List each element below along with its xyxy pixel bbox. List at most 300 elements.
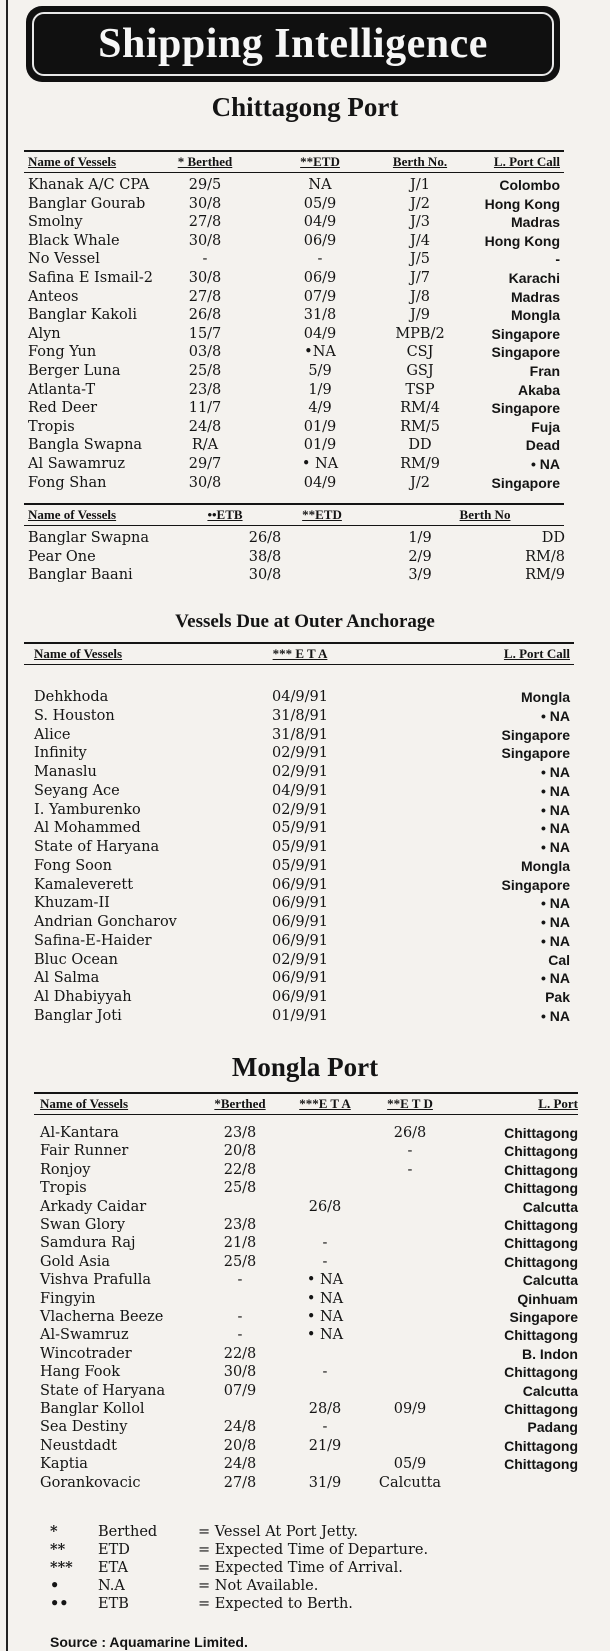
mongla-cell: • NA xyxy=(306,1327,344,1344)
outer-header-col-1: *** E T A xyxy=(272,646,328,661)
outer-row xyxy=(0,782,610,800)
chittagong-cell: Alyn xyxy=(28,325,61,342)
mongla-cell: Swan Glory xyxy=(40,1217,126,1233)
outer-cell: 05/9/91 xyxy=(272,857,328,874)
chittagong-heading: Chittagong Port xyxy=(211,92,399,122)
outer-cell: S. Houston xyxy=(34,707,115,724)
berth-header-col-1: ••ETB xyxy=(207,507,243,522)
mongla-cell: 23/8 xyxy=(223,1125,257,1141)
chittagong-row xyxy=(0,362,610,380)
mongla-cell: - xyxy=(237,1327,243,1344)
mongla-row xyxy=(0,1345,610,1363)
outer-cell: 05/9/91 xyxy=(272,820,328,837)
chittagong-cell: 27/8 xyxy=(188,214,222,231)
mongla-cell: - xyxy=(237,1309,243,1325)
outer-cell: • NA xyxy=(540,970,570,987)
chittagong-cell: 26/8 xyxy=(188,307,222,324)
outer-cell: • NA xyxy=(540,895,570,912)
legend-abbr: ETD xyxy=(98,1542,130,1558)
berth-cell: 1/9 xyxy=(408,530,432,546)
legend-mark: *** xyxy=(50,1559,73,1576)
mongla-cell: Qinhuam xyxy=(517,1290,578,1307)
legend-row xyxy=(0,1523,610,1541)
chittagong-row xyxy=(0,343,610,361)
mongla-row xyxy=(0,1216,610,1234)
outer-row xyxy=(0,763,610,781)
page-title: Shipping Intelligence xyxy=(32,12,554,76)
mongla-row xyxy=(0,1474,610,1492)
mongla-row xyxy=(0,1326,610,1344)
mongla-cell: 31/9 xyxy=(308,1474,342,1491)
legend-meaning: = Vessel At Port Jetty. xyxy=(198,1524,359,1540)
mongla-cell: Al-Swamruz xyxy=(40,1327,129,1344)
outer-cell: • NA xyxy=(540,764,570,780)
berth-cell: 2/9 xyxy=(408,548,432,565)
chittagong-row xyxy=(0,381,610,399)
outer-row xyxy=(0,707,610,725)
mongla-cell: - xyxy=(407,1161,413,1178)
chittagong-cell: •NA xyxy=(304,344,336,361)
mongla-cell: Kaptia xyxy=(40,1456,88,1473)
chittagong-cell: J/3 xyxy=(410,214,430,231)
outer-cell: 06/9/91 xyxy=(272,989,328,1005)
chittagong-cell: 31/8 xyxy=(303,307,337,324)
chittagong-cell: J/9 xyxy=(410,307,430,324)
chittagong-cell: 25/8 xyxy=(188,363,222,379)
outer-cell: Seyang Ace xyxy=(34,782,120,799)
chittagong-cell: Madras xyxy=(510,288,560,305)
legend-mark: * xyxy=(50,1523,58,1540)
chittagong-cell: J/4 xyxy=(410,232,430,249)
berth-cell: 26/8 xyxy=(248,530,282,546)
mongla-cell: Samdura Raj xyxy=(40,1235,136,1252)
legend-row xyxy=(0,1577,610,1595)
mongla-cell: Arkady Caidar xyxy=(40,1198,147,1215)
mongla-cell: Chittagong xyxy=(504,1253,578,1270)
mongla-cell: Chittagong xyxy=(504,1456,578,1473)
chittagong-header-col-1: * Berthed xyxy=(177,154,233,169)
chittagong-cell: Dead xyxy=(525,437,560,454)
mongla-cell: Sea Destiny xyxy=(40,1419,128,1436)
outer-cell: 05/9/91 xyxy=(272,839,328,855)
legend-meaning: = Expected Time of Departure. xyxy=(198,1542,429,1558)
chittagong-cell: DD xyxy=(408,437,432,454)
outer-cell: Dehkhoda xyxy=(34,689,109,705)
outer-cell: • NA xyxy=(540,914,570,930)
chittagong-cell: • NA xyxy=(530,456,560,472)
mongla-cell: 22/8 xyxy=(223,1345,257,1362)
chittagong-cell: 30/8 xyxy=(188,270,222,286)
chittagong-cell: 11/7 xyxy=(188,400,222,417)
chittagong-cell: Singapore xyxy=(491,344,560,361)
outer-cell: Bluc Ocean xyxy=(34,951,118,968)
outer-cell: Kamaleverett xyxy=(34,876,134,893)
outer-cell: • NA xyxy=(540,801,570,818)
mongla-cell: Calcutta xyxy=(522,1272,578,1289)
outer-row xyxy=(0,688,610,706)
mongla-row xyxy=(0,1290,610,1308)
chittagong-cell: Khanak A/C CPA xyxy=(28,177,150,193)
chittagong-cell: Karachi xyxy=(508,270,560,286)
mongla-cell: Gold Asia xyxy=(40,1253,111,1270)
berth-cell: RM/9 xyxy=(525,567,565,584)
chittagong-cell: J/2 xyxy=(410,474,430,491)
mongla-cell: • NA xyxy=(306,1272,344,1289)
chittagong-cell: Black Whale xyxy=(28,232,120,249)
chittagong-cell: 03/8 xyxy=(188,344,222,361)
mongla-cell: Chittagong xyxy=(504,1364,578,1381)
chittagong-header-col-2: **ETD xyxy=(300,154,340,169)
outer-cell: 04/9/91 xyxy=(272,689,328,705)
chittagong-cell: Colombo xyxy=(499,177,560,193)
mongla-cell: - xyxy=(322,1253,328,1270)
outer-cell: Fong Soon xyxy=(34,857,112,874)
outer-cell: • NA xyxy=(540,782,570,799)
table-rule xyxy=(24,150,564,152)
mongla-cell: - xyxy=(407,1143,413,1160)
chittagong-cell: Mongla xyxy=(511,307,560,324)
outer-cell: Al Dhabiyyah xyxy=(34,989,132,1005)
outer-row xyxy=(0,744,610,762)
chittagong-cell: Fuja xyxy=(531,418,560,435)
outer-row xyxy=(0,913,610,931)
chittagong-cell: • NA xyxy=(301,456,339,472)
outer-cell: • NA xyxy=(540,1007,570,1024)
legend-row xyxy=(0,1559,610,1577)
chittagong-cell: Singapore xyxy=(491,400,560,417)
mongla-row xyxy=(0,1437,610,1455)
chittagong-cell: - xyxy=(555,251,560,268)
chittagong-header-col-3: Berth No. xyxy=(392,154,448,169)
chittagong-row xyxy=(0,306,610,324)
chittagong-cell: Fong Yun xyxy=(28,344,97,361)
outer-cell: Mongla xyxy=(521,857,570,874)
outer-cell: Banglar Joti xyxy=(34,1007,122,1024)
mongla-cell: Chittagong xyxy=(504,1401,578,1417)
outer-row xyxy=(0,951,610,969)
mongla-header-col-3: **E T D xyxy=(387,1096,433,1111)
title-banner xyxy=(26,6,560,82)
outer-anchorage-heading: Vessels Due at Outer Anchorage xyxy=(175,611,435,632)
table-rule xyxy=(24,172,564,173)
chittagong-row xyxy=(0,195,610,213)
chittagong-cell: 04/9 xyxy=(303,325,337,342)
berth-cell: DD xyxy=(541,530,565,546)
outer-cell: Singapore xyxy=(501,745,570,762)
mongla-cell: 25/8 xyxy=(223,1180,257,1197)
mongla-row xyxy=(0,1455,610,1473)
outer-cell: 06/9/91 xyxy=(272,895,328,912)
mongla-cell: - xyxy=(322,1419,328,1436)
outer-cell: 06/9/91 xyxy=(272,970,328,987)
mongla-cell: Padang xyxy=(527,1419,578,1436)
chittagong-cell: Madras xyxy=(510,214,560,231)
berth-header-col-2: **ETD xyxy=(302,507,342,522)
mongla-cell: Chittagong xyxy=(504,1437,578,1454)
mongla-cell: Chittagong xyxy=(504,1327,578,1344)
chittagong-cell: 01/9 xyxy=(303,418,337,435)
outer-cell: 02/9/91 xyxy=(272,745,328,762)
chittagong-cell: GSJ xyxy=(406,363,434,379)
mongla-cell: 26/8 xyxy=(308,1198,342,1215)
chittagong-cell: No Vessel xyxy=(28,251,100,268)
mongla-cell: 09/9 xyxy=(393,1401,427,1417)
outer-cell: 06/9/91 xyxy=(272,914,328,930)
chittagong-cell: 30/8 xyxy=(188,232,222,249)
mongla-header-col-0: Name of Vessels xyxy=(40,1096,129,1111)
chittagong-cell: 23/8 xyxy=(188,381,222,398)
chittagong-cell: 24/8 xyxy=(188,418,222,435)
chittagong-cell: Bangla Swapna xyxy=(28,437,143,454)
chittagong-cell: Banglar Gourab xyxy=(28,195,146,212)
chittagong-cell: Akaba xyxy=(517,381,560,398)
berth-row xyxy=(0,529,610,547)
berth-cell: RM/8 xyxy=(525,548,565,565)
mongla-cell: 05/9 xyxy=(393,1456,427,1473)
legend-row xyxy=(0,1541,610,1559)
mongla-row xyxy=(0,1198,610,1216)
mongla-row xyxy=(0,1234,610,1252)
outer-header-col-0: Name of Vessels xyxy=(34,646,123,661)
mongla-row xyxy=(0,1142,610,1160)
mongla-cell: • NA xyxy=(306,1290,344,1307)
chittagong-row xyxy=(0,269,610,287)
mongla-cell: 21/8 xyxy=(223,1235,257,1252)
mongla-cell: Chittagong xyxy=(504,1217,578,1233)
chittagong-cell: 29/7 xyxy=(188,456,222,472)
berth-row xyxy=(0,566,610,584)
legend-abbr: ETB xyxy=(98,1596,129,1612)
mongla-cell: 25/8 xyxy=(223,1253,257,1270)
mongla-cell: Calcutta xyxy=(522,1198,578,1215)
chittagong-cell: MPB/2 xyxy=(395,325,445,342)
chittagong-cell: 07/9 xyxy=(303,288,337,305)
legend-mark: • xyxy=(50,1577,60,1594)
mongla-cell: Chittagong xyxy=(504,1143,578,1160)
mongla-cell: Fingyin xyxy=(40,1290,96,1307)
outer-cell: Singapore xyxy=(501,876,570,893)
legend-mark: ** xyxy=(50,1541,66,1558)
legend-row xyxy=(0,1595,610,1613)
chittagong-row xyxy=(0,232,610,250)
outer-cell: 06/9/91 xyxy=(272,932,328,949)
berth-cell: Banglar Swapna xyxy=(28,530,149,546)
chittagong-cell: Berger Luna xyxy=(28,363,121,379)
legend-abbr: N.A xyxy=(98,1578,125,1594)
mongla-cell: 21/9 xyxy=(308,1437,342,1454)
chittagong-row xyxy=(0,399,610,417)
chittagong-row xyxy=(0,455,610,473)
mongla-cell: Al-Kantara xyxy=(40,1125,119,1141)
outer-cell: Mongla xyxy=(521,689,570,705)
mongla-cell: Calcutta xyxy=(522,1382,578,1399)
mongla-cell: B. Indon xyxy=(522,1345,578,1362)
mongla-cell: 28/8 xyxy=(308,1401,342,1417)
chittagong-row xyxy=(0,250,610,268)
outer-cell: Pak xyxy=(545,989,570,1005)
outer-cell: Infinity xyxy=(34,745,87,762)
table-rule xyxy=(24,642,574,644)
outer-row xyxy=(0,988,610,1006)
berth-cell: Banglar Baani xyxy=(28,567,133,584)
berth-cell: 38/8 xyxy=(248,548,282,565)
chittagong-cell: 01/9 xyxy=(303,437,337,454)
mongla-cell: Singapore xyxy=(509,1309,578,1325)
outer-row xyxy=(0,1007,610,1025)
mongla-heading: Mongla Port xyxy=(231,1052,379,1082)
outer-cell: Cal xyxy=(548,951,570,968)
mongla-cell: Vlacherna Beeze xyxy=(40,1309,164,1325)
outer-cell: 02/9/91 xyxy=(272,951,328,968)
mongla-cell: 20/8 xyxy=(223,1143,257,1160)
chittagong-cell: Al Sawamruz xyxy=(28,456,126,472)
chittagong-cell: R/A xyxy=(191,437,219,454)
chittagong-cell: 29/5 xyxy=(188,177,222,193)
mongla-row xyxy=(0,1124,610,1142)
berth-header-col-0: Name of Vessels xyxy=(28,507,117,522)
outer-cell: Al Mohammed xyxy=(34,820,141,837)
chittagong-cell: Singapore xyxy=(491,474,560,491)
mongla-cell: State of Haryana xyxy=(40,1382,166,1399)
mongla-row xyxy=(0,1418,610,1436)
outer-row xyxy=(0,726,610,744)
chittagong-cell: J/2 xyxy=(410,195,430,212)
outer-cell: 04/9/91 xyxy=(272,782,328,799)
outer-cell: 31/8/91 xyxy=(272,726,328,743)
outer-cell: Safina-E-Haider xyxy=(34,932,152,949)
table-rule xyxy=(24,503,564,505)
mongla-cell: 07/9 xyxy=(223,1382,257,1399)
chittagong-cell: Atlanta-T xyxy=(28,381,96,398)
mongla-row xyxy=(0,1271,610,1289)
chittagong-cell: J/5 xyxy=(410,251,430,268)
chittagong-cell: 15/7 xyxy=(188,325,222,342)
chittagong-cell: Red Deer xyxy=(28,400,98,417)
chittagong-cell: Fran xyxy=(529,363,560,379)
chittagong-cell: Banglar Kakoli xyxy=(28,307,138,324)
mongla-cell: 24/8 xyxy=(223,1419,257,1436)
mongla-cell: 27/8 xyxy=(223,1474,257,1491)
chittagong-cell: Hong Kong xyxy=(484,232,560,249)
berth-cell: 30/8 xyxy=(248,567,282,584)
mongla-cell: 30/8 xyxy=(223,1364,257,1381)
outer-cell: State of Haryana xyxy=(34,839,160,855)
legend-abbr: ETA xyxy=(98,1560,128,1576)
outer-header-col-2: L. Port Call xyxy=(503,646,570,661)
legend-mark: •• xyxy=(50,1595,69,1612)
mongla-row xyxy=(0,1253,610,1271)
outer-cell: Manaslu xyxy=(34,764,97,780)
chittagong-header-col-4: L. Port Call xyxy=(493,154,560,169)
chittagong-cell: RM/9 xyxy=(400,456,440,472)
chittagong-row xyxy=(0,474,610,492)
outer-cell: 02/9/91 xyxy=(272,764,328,780)
chittagong-cell: Safina E Ismail-2 xyxy=(28,270,153,286)
mongla-cell: - xyxy=(322,1364,328,1381)
chittagong-cell: 04/9 xyxy=(303,214,337,231)
chittagong-cell: Fong Shan xyxy=(28,474,107,491)
mongla-cell: Chittagong xyxy=(504,1235,578,1252)
outer-cell: 02/9/91 xyxy=(272,801,328,818)
chittagong-cell: Tropis xyxy=(28,418,75,435)
mongla-cell: Neustdadt xyxy=(40,1437,117,1454)
outer-cell: Andrian Goncharov xyxy=(34,914,177,930)
outer-cell: 06/9/91 xyxy=(272,876,328,893)
chittagong-cell: J/1 xyxy=(410,177,430,193)
chittagong-cell: J/7 xyxy=(410,270,430,286)
chittagong-cell: RM/4 xyxy=(400,400,440,417)
outer-cell: 31/8/91 xyxy=(272,707,328,724)
mongla-cell: 22/8 xyxy=(223,1161,257,1178)
mongla-cell: Vishva Prafulla xyxy=(40,1272,152,1289)
outer-row xyxy=(0,894,610,912)
legend-meaning: = Not Available. xyxy=(198,1578,319,1594)
outer-row xyxy=(0,838,610,856)
mongla-cell: Tropis xyxy=(40,1180,87,1197)
legend-meaning: = Expected to Berth. xyxy=(198,1596,353,1612)
berth-header-col-3: Berth No xyxy=(459,507,511,522)
chittagong-cell: RM/5 xyxy=(400,418,440,435)
outer-cell: Khuzam-II xyxy=(34,895,110,912)
chittagong-cell: 04/9 xyxy=(303,474,337,491)
table-rule xyxy=(24,525,564,526)
outer-row xyxy=(0,801,610,819)
mongla-cell: Fair Runner xyxy=(40,1143,129,1160)
mongla-cell: Wincotrader xyxy=(40,1345,132,1362)
mongla-header-col-1: *Berthed xyxy=(214,1096,266,1111)
mongla-cell: • NA xyxy=(306,1309,344,1325)
legend-meaning: = Expected Time of Arrival. xyxy=(198,1560,403,1576)
mongla-row xyxy=(0,1400,610,1418)
mongla-cell: 26/8 xyxy=(393,1125,427,1141)
outer-row xyxy=(0,876,610,894)
mongla-cell: Ronjoy xyxy=(40,1161,91,1178)
mongla-row xyxy=(0,1179,610,1197)
mongla-cell: 23/8 xyxy=(223,1217,257,1233)
mongla-row xyxy=(0,1161,610,1179)
chittagong-cell: TSP xyxy=(405,381,435,398)
chittagong-cell: CSJ xyxy=(406,344,434,361)
chittagong-cell: 27/8 xyxy=(188,288,222,305)
outer-row xyxy=(0,969,610,987)
chittagong-row xyxy=(0,436,610,454)
outer-cell: Singapore xyxy=(501,726,570,743)
chittagong-cell: 5/9 xyxy=(308,363,332,379)
chittagong-cell: 4/9 xyxy=(308,400,332,417)
mongla-header-col-2: ***E T A xyxy=(299,1096,351,1111)
mongla-cell: Chittagong xyxy=(504,1180,578,1197)
mongla-cell: - xyxy=(322,1235,328,1252)
chittagong-cell: 1/9 xyxy=(308,381,332,398)
chittagong-cell: 06/9 xyxy=(303,270,337,286)
outer-cell: • NA xyxy=(540,707,570,724)
chittagong-cell: 30/8 xyxy=(188,195,222,212)
legend-abbr: Berthed xyxy=(98,1524,158,1540)
chittagong-cell: NA xyxy=(308,177,332,193)
chittagong-cell: 30/8 xyxy=(188,474,222,491)
berth-cell: 3/9 xyxy=(408,567,432,584)
mongla-cell: Hang Fook xyxy=(40,1364,121,1381)
mongla-cell: 24/8 xyxy=(223,1456,257,1473)
outer-cell: • NA xyxy=(540,932,570,949)
outer-row xyxy=(0,857,610,875)
outer-cell: • NA xyxy=(540,839,570,855)
chittagong-row xyxy=(0,213,610,231)
chittagong-row xyxy=(0,176,610,194)
mongla-row xyxy=(0,1382,610,1400)
outer-cell: • NA xyxy=(540,820,570,837)
mongla-cell: Chittagong xyxy=(504,1125,578,1141)
